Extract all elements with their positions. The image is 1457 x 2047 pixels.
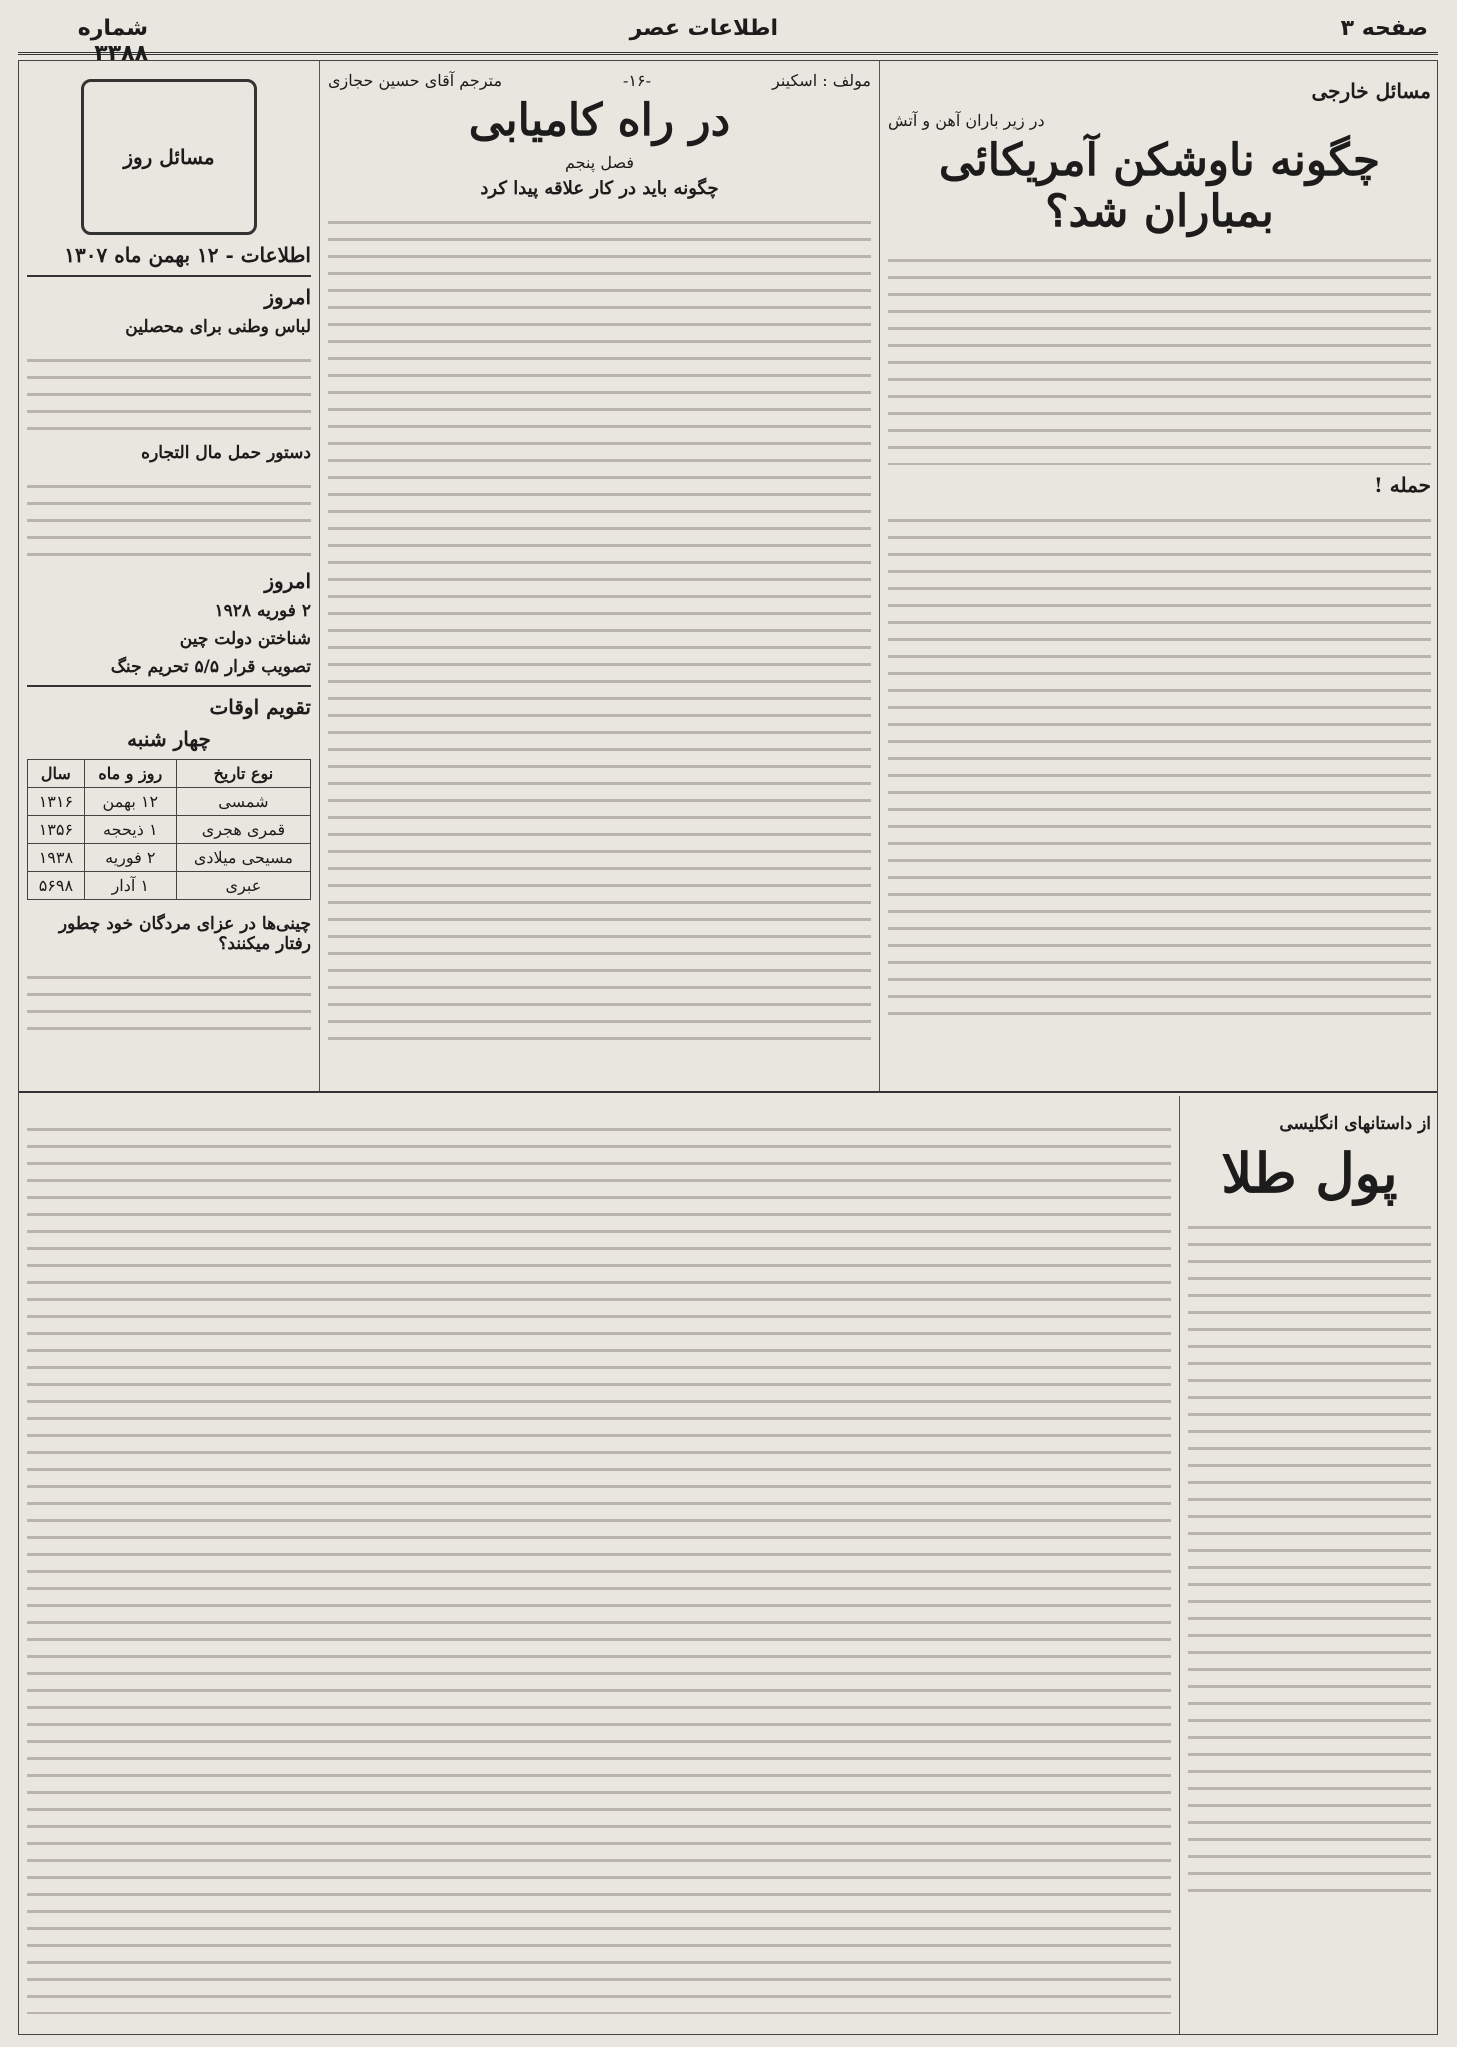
story-body	[27, 1114, 1171, 2014]
section-divider	[19, 1091, 1437, 1093]
translator: مترجم آقای حسین حجازی	[328, 71, 503, 90]
news-item: لباس وطنی برای محصلین	[125, 317, 311, 337]
center-column	[319, 61, 879, 1091]
masthead	[18, 8, 1438, 66]
story-header-column	[1179, 1096, 1439, 2034]
table-cell: شمسی	[176, 788, 310, 816]
story-headline: پول طلا	[1221, 1141, 1398, 1205]
chapter-subhead: چگونه باید در کار علاقه پیدا کرد	[480, 177, 719, 199]
table-row	[28, 844, 311, 872]
serial-headline: در راه کامیابی	[468, 95, 731, 146]
table-cell: ۱۲ بهمن	[84, 788, 176, 816]
story-body-columns	[19, 1096, 1179, 2034]
news-item: تصویب قرار ۵/۵ تحریم جنگ	[110, 657, 311, 677]
table-cell: ۱ ذیحجه	[84, 816, 176, 844]
newspaper-page	[18, 60, 1438, 2035]
right-column	[879, 61, 1439, 1091]
section-label: امروز	[264, 569, 311, 593]
table-cell: ۱۳۱۶	[28, 788, 85, 816]
column-logo: مسائل روز	[81, 79, 257, 235]
table-row	[28, 872, 311, 900]
weekday: چهار شنبه	[127, 727, 211, 751]
left-column	[19, 61, 319, 1091]
calendar-title: تقویم اوقات	[209, 695, 311, 719]
table-cell: ۱۹۳۸	[28, 844, 85, 872]
news-body	[27, 345, 311, 435]
issue-number: شماره ۳۳۸۸	[77, 16, 148, 66]
main-headline: چگونه ناوشکن آمریکائی بمباران شد؟	[938, 135, 1381, 237]
table-cell: ۱ آدار	[84, 872, 176, 900]
table-header: نوع تاریخ	[176, 760, 310, 788]
calendar-table	[27, 759, 311, 900]
news-body	[27, 962, 311, 1042]
table-header: روز و ماه	[84, 760, 176, 788]
table-header: سال	[28, 760, 85, 788]
news-item: چینی‌ها در عزای مردگان خود چطور رفتار میکنند؟	[58, 914, 311, 954]
date-item: ۲ فوریه ۱۹۲۸	[214, 601, 311, 621]
news-item: شناختن دولت چین	[179, 629, 311, 649]
serial-number: -۱۶-	[623, 71, 652, 90]
section-label: مسائل خارجی	[1311, 79, 1431, 103]
article-body	[888, 245, 1431, 465]
story-body	[1188, 1212, 1431, 1892]
author: مولف : اسکینر	[771, 71, 871, 90]
story-label: از داستانهای انگلیسی	[1279, 1114, 1431, 1134]
table-cell: ۱۳۵۶	[28, 816, 85, 844]
section-label: امروز	[264, 285, 311, 309]
article-body	[328, 207, 871, 1047]
paper-name: اطلاعات عصر	[629, 16, 778, 41]
date-line: اطلاعات - ۱۲ بهمن ماه ۱۳۰۷	[64, 243, 311, 267]
table-cell: قمری هجری	[176, 816, 310, 844]
news-item: دستور حمل مال التجاره	[141, 443, 311, 463]
table-row	[28, 788, 311, 816]
article-body	[888, 505, 1431, 1025]
chapter-label: فصل پنجم	[565, 152, 634, 172]
sub-heading: حمله !	[1373, 473, 1431, 498]
table-cell: ۵۶۹۸	[28, 872, 85, 900]
table-row	[28, 816, 311, 844]
table-cell: ۲ فوریه	[84, 844, 176, 872]
table-cell: عبری	[176, 872, 310, 900]
news-body	[27, 471, 311, 561]
page-number: صفحه ۳	[1340, 16, 1428, 41]
kicker: در زیر باران آهن و آتش	[888, 111, 1045, 130]
table-cell: مسیحی میلادی	[176, 844, 310, 872]
byline-row	[328, 71, 871, 90]
